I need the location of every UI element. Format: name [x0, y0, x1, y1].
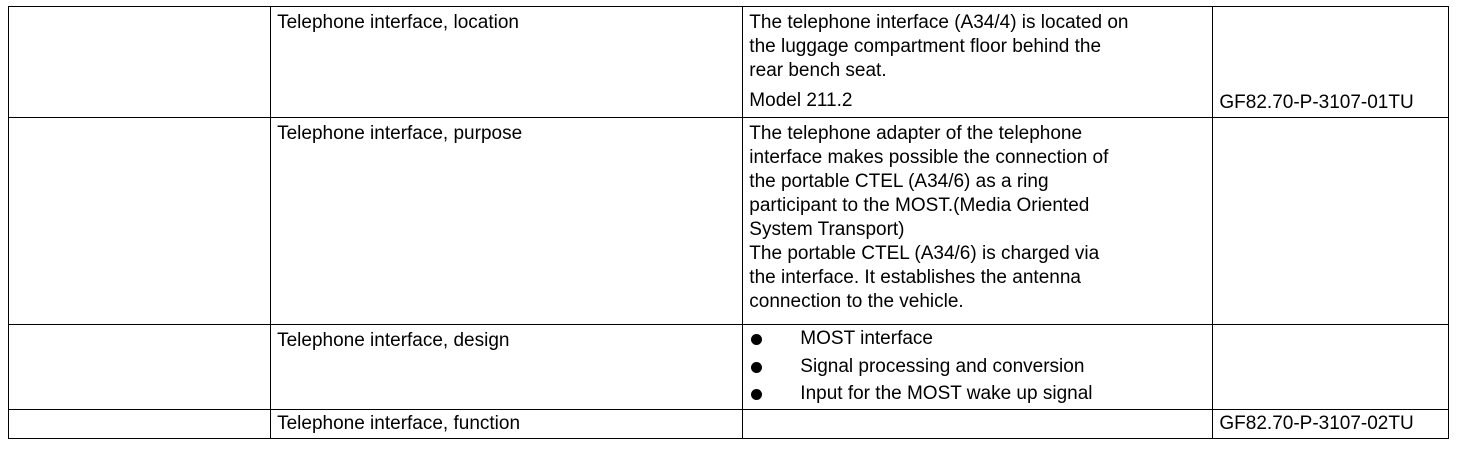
- description-cell: [743, 7, 1213, 118]
- empty-cell: [9, 410, 271, 439]
- reference-cell: GF82.70-P-3107-01TU: [1213, 7, 1449, 118]
- description-line: The telephone adapter of the telephone: [749, 123, 1083, 144]
- reference-cell: GF82.70-P-3107-02TU: [1213, 410, 1449, 439]
- description-line: connection to the vehicle.: [749, 291, 964, 312]
- topic-cell: Telephone interface, function: [271, 410, 743, 439]
- empty-cell: [9, 118, 271, 325]
- empty-cell: [9, 7, 271, 118]
- list-item: [749, 325, 1206, 353]
- table-row: [9, 7, 1449, 118]
- bullet-text: MOST interface: [800, 328, 933, 349]
- description-line: System Transport): [749, 219, 905, 240]
- description-line: The telephone interface (A34/4) is located on: [749, 12, 1129, 33]
- topic-cell: Telephone interface, design: [271, 325, 743, 410]
- table-row: [9, 410, 1449, 439]
- bullet-icon: [751, 389, 762, 400]
- description-line: rear bench seat.: [749, 60, 887, 81]
- description-line: The portable CTEL (A34/6) is charged via: [749, 243, 1100, 264]
- model-label: Model 211.2: [749, 90, 853, 111]
- table-row: [9, 118, 1449, 325]
- empty-cell: [9, 325, 271, 410]
- description-cell: [743, 118, 1213, 325]
- document-table: [8, 6, 1449, 439]
- description-line: the interface. It establishes the antenna: [749, 267, 1081, 288]
- bullet-text: Input for the MOST wake up signal: [800, 383, 1093, 404]
- description-line: interface makes possible the connection of: [749, 147, 1109, 168]
- bullet-list: [749, 325, 1206, 407]
- description-line: the luggage compartment floor behind the: [749, 36, 1102, 57]
- bullet-icon: [751, 362, 762, 373]
- reference-cell: [1213, 118, 1449, 325]
- description-line: participant to the MOST.(Media Oriented: [749, 195, 1090, 216]
- bullet-icon: [751, 334, 762, 345]
- table-row: [9, 325, 1449, 410]
- description-cell: [743, 325, 1213, 410]
- description-cell: [743, 410, 1213, 439]
- list-item: [749, 353, 1206, 381]
- topic-cell: Telephone interface, purpose: [271, 118, 743, 325]
- reference-cell: [1213, 325, 1449, 410]
- list-item: [749, 381, 1206, 407]
- bullet-text: Signal processing and conversion: [800, 356, 1085, 377]
- description-line: the portable CTEL (A34/6) as a ring: [749, 171, 1049, 192]
- topic-cell: Telephone interface, location: [271, 7, 743, 118]
